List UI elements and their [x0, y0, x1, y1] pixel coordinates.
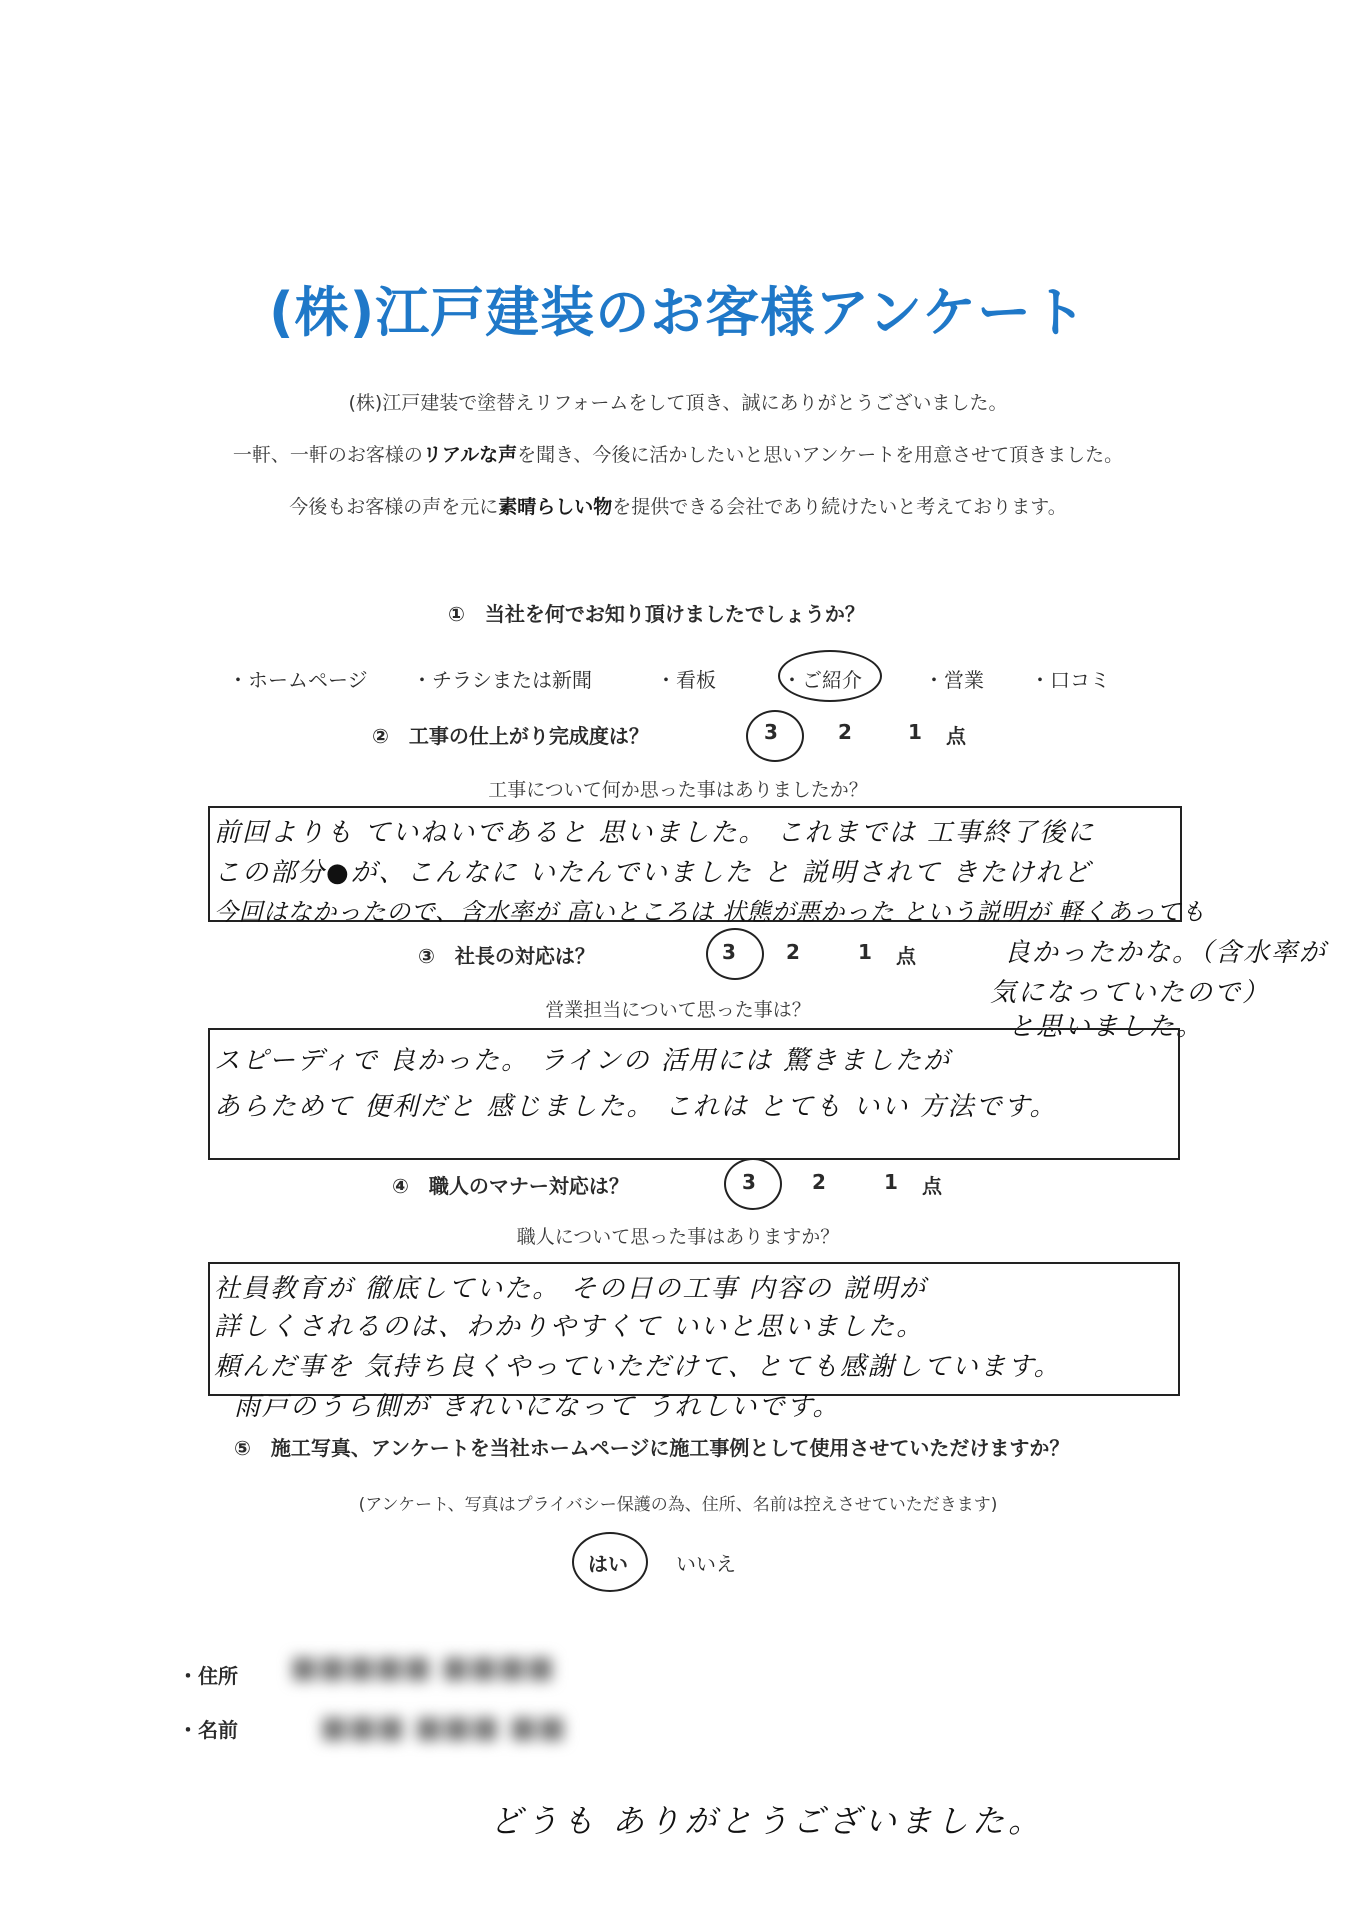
q4-score-2: 2	[812, 1170, 826, 1194]
survey-title: (株)江戸建装のお客様アンケート	[268, 281, 1088, 344]
q4-answer-line-3: 頼んだ事を 気持ち良くやっていただけて、とても感謝しています。	[214, 1352, 1062, 1382]
q1-label: ① 当社を何でお知り頂けましたでしょうか？	[448, 602, 865, 626]
address-blurred: ■■■■■ ■■■■	[290, 1650, 555, 1685]
q4-score-3: 3	[742, 1170, 756, 1194]
q3-score-1: 1	[858, 940, 872, 964]
q3-answer-line-2: あらためて 便利だと 感じました。 これは とても いい 方法です。	[214, 1092, 1058, 1122]
q4-score-1: 1	[884, 1170, 898, 1194]
q5-label: ⑤ 施工写真、アンケートを当社ホームページに施工事例として使用させていただけますか？	[234, 1436, 1070, 1460]
q1-option-sales: ・営業	[924, 668, 984, 692]
q1-option-homepage: ・ホームページ	[228, 668, 368, 692]
q4-answer-line-4: 雨戸のうら側が きれいになって うれしいです。	[234, 1392, 841, 1422]
q3-label: ③ 社長の対応は？	[418, 944, 595, 968]
q2-answer-line-1: 前回よりも ていねいであると 思いました。 これまでは 工事終了後に	[214, 818, 1096, 848]
q4-score-unit: 点	[922, 1174, 942, 1198]
q2-answer-overflow-1: 良かったかな。（含水率が	[1004, 938, 1328, 968]
q1-option-word-of-mouth: ・口コミ	[1030, 668, 1110, 692]
q2-prompt: 工事について何か思った事はありましたか？	[488, 779, 868, 801]
q3-prompt: 営業担当について思った事は？	[545, 999, 811, 1021]
intro-line-2: 一軒、一軒のお客様のリアルな声を聞き、今後に活かしたいと思いアンケートを用意させて頂きました。	[232, 444, 1124, 466]
q2-score-2: 2	[838, 720, 852, 744]
address-label: ・住所	[178, 1664, 238, 1688]
q5-no: いいえ	[676, 1552, 736, 1576]
q4-answer-line-1: 社員教育が 徹底していた。 その日の工事 内容の 説明が	[214, 1274, 928, 1304]
q1-option-signboard: ・看板	[656, 668, 716, 692]
q3-answer-line-1: スピーディで 良かった。 ラインの 活用には 驚きましたが	[214, 1046, 952, 1076]
q4-answer-line-2: 詳しくされるのは、わかりやすくて いいと思いました。	[214, 1312, 925, 1342]
q2-answer-line-2: この部分●が、こんなに いたんでいました と 説明されて きたけれど	[214, 858, 1092, 888]
q2-label: ② 工事の仕上がり完成度は？	[372, 724, 649, 748]
closing-thanks: どうも ありがとうございました。	[490, 1802, 1045, 1840]
q5-yes: はい	[588, 1552, 628, 1576]
name-label: ・名前	[178, 1718, 238, 1742]
q2-answer-overflow-2: 気になっていたので）	[990, 978, 1271, 1008]
q4-prompt: 職人について思った事はありますか？	[516, 1226, 840, 1248]
q2-answer-line-3: 今回はなかったので、含水率が 高いところは 状態が悪かった という説明が 軽くあっても	[214, 898, 1206, 926]
q5-note: (アンケート、写真はプライバシー保護の為、住所、名前は控えさせていただきます)	[358, 1495, 998, 1515]
q2-score-1: 1	[908, 720, 922, 744]
intro-line-1: (株)江戸建装で塗替えリフォームをして頂き、誠にありがとうございました。	[348, 392, 1008, 414]
name-blurred: ■■■ ■■■ ■■	[320, 1710, 566, 1745]
q1-option-referral: ・ご紹介	[782, 668, 862, 692]
q4-label: ④ 職人のマナー対応は？	[392, 1174, 629, 1198]
q2-score-unit: 点	[946, 724, 966, 748]
q3-score-2: 2	[786, 940, 800, 964]
q3-score-unit: 点	[896, 944, 916, 968]
q2-answer-overflow-3: と思いました。	[1008, 1012, 1205, 1042]
q1-option-flyer: ・チラシまたは新聞	[412, 668, 592, 692]
intro-line-3: 今後もお客様の声を元に素晴らしい物を提供できる会社であり続けたいと考えております。	[289, 496, 1067, 518]
q3-score-3: 3	[722, 940, 736, 964]
q2-score-3: 3	[764, 720, 778, 744]
